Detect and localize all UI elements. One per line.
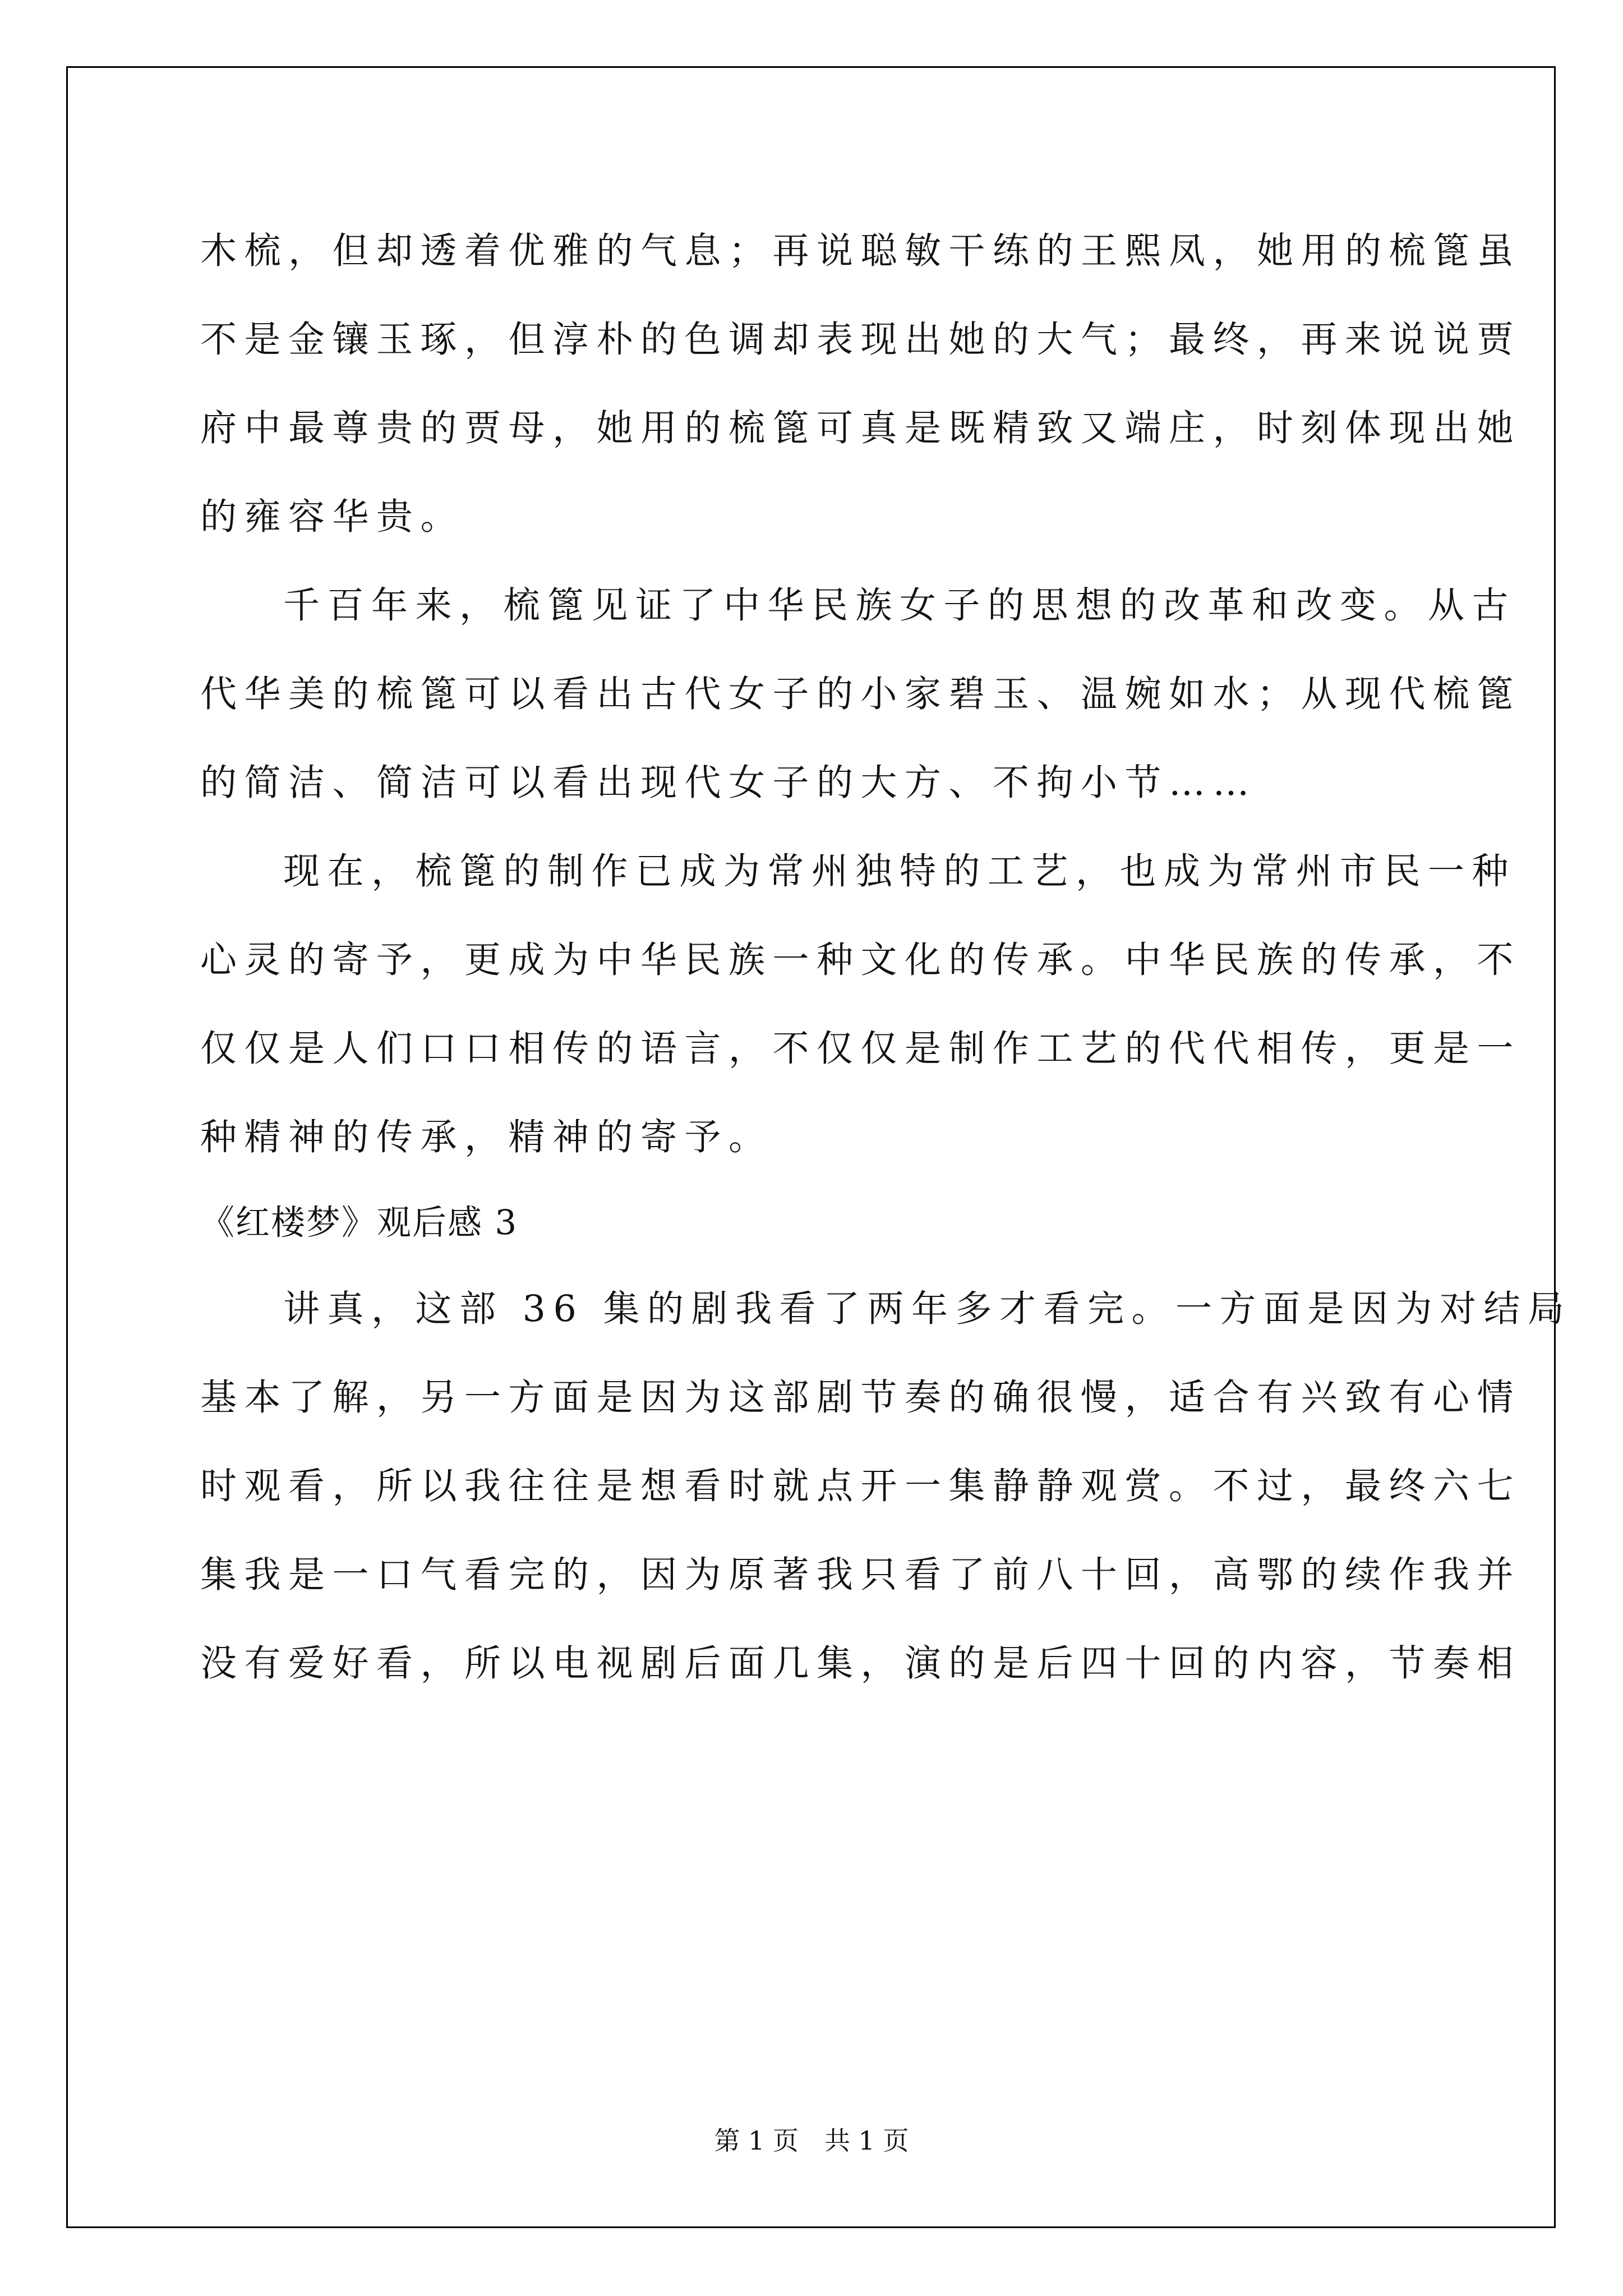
text-line: 基本了解，另一方面是因为这部剧节奏的确很慢，适合有兴致有心情 [200, 1377, 1521, 1419]
text-line: 的雍容华贵。 [200, 496, 465, 538]
text-line: 千百年来，梳篦见证了中华民族女子的思想的改革和改变。从古 [283, 585, 1516, 627]
text-line: 集我是一口气看完的，因为原著我只看了前八十回，高鄂的续作我并 [200, 1554, 1521, 1596]
text-line: 的简洁、简洁可以看出现代女子的大方、不拘小节…… [200, 762, 1257, 804]
text-line: 时观看，所以我往往是想看时就点开一集静静观赏。不过，最终六七 [200, 1465, 1521, 1507]
text-line: 心灵的寄予，更成为中华民族一种文化的传承。中华民族的传承，不 [200, 939, 1521, 981]
text-line: 种精神的传承，精神的寄予。 [200, 1116, 773, 1158]
text-line: 讲真，这部 36 集的剧我看了两年多才看完。一方面是因为对结局 [283, 1288, 1572, 1330]
text-line: 不是金镶玉琢，但淳朴的色调却表现出她的大气；最终，再来说说贾 [200, 319, 1521, 361]
text-line: 现在，梳篦的制作已成为常州独特的工艺，也成为常州市民一种 [283, 850, 1516, 892]
text-line: 仅仅是人们口口相传的语言，不仅仅是制作工艺的代代相传，更是一 [200, 1028, 1521, 1070]
text-line: 没有爱好看，所以电视剧后面几集，演的是后四十回的内容，节奏相 [200, 1642, 1521, 1685]
text-line: 木梳，但却透着优雅的气息；再说聪敏干练的王熙凤，她用的梳篦虽 [200, 230, 1521, 272]
text-line: 府中最尊贵的贾母，她用的梳篦可真是既精致又端庄，时刻体现出她 [200, 407, 1521, 449]
text-line: 代华美的梳篦可以看出古代女子的小家碧玉、温婉如水；从现代梳篦 [200, 673, 1521, 715]
section-heading: 《红楼梦》观后感 3 [200, 1203, 518, 1243]
page-footer: 第 1 页 共 1 页 [714, 2125, 909, 2156]
